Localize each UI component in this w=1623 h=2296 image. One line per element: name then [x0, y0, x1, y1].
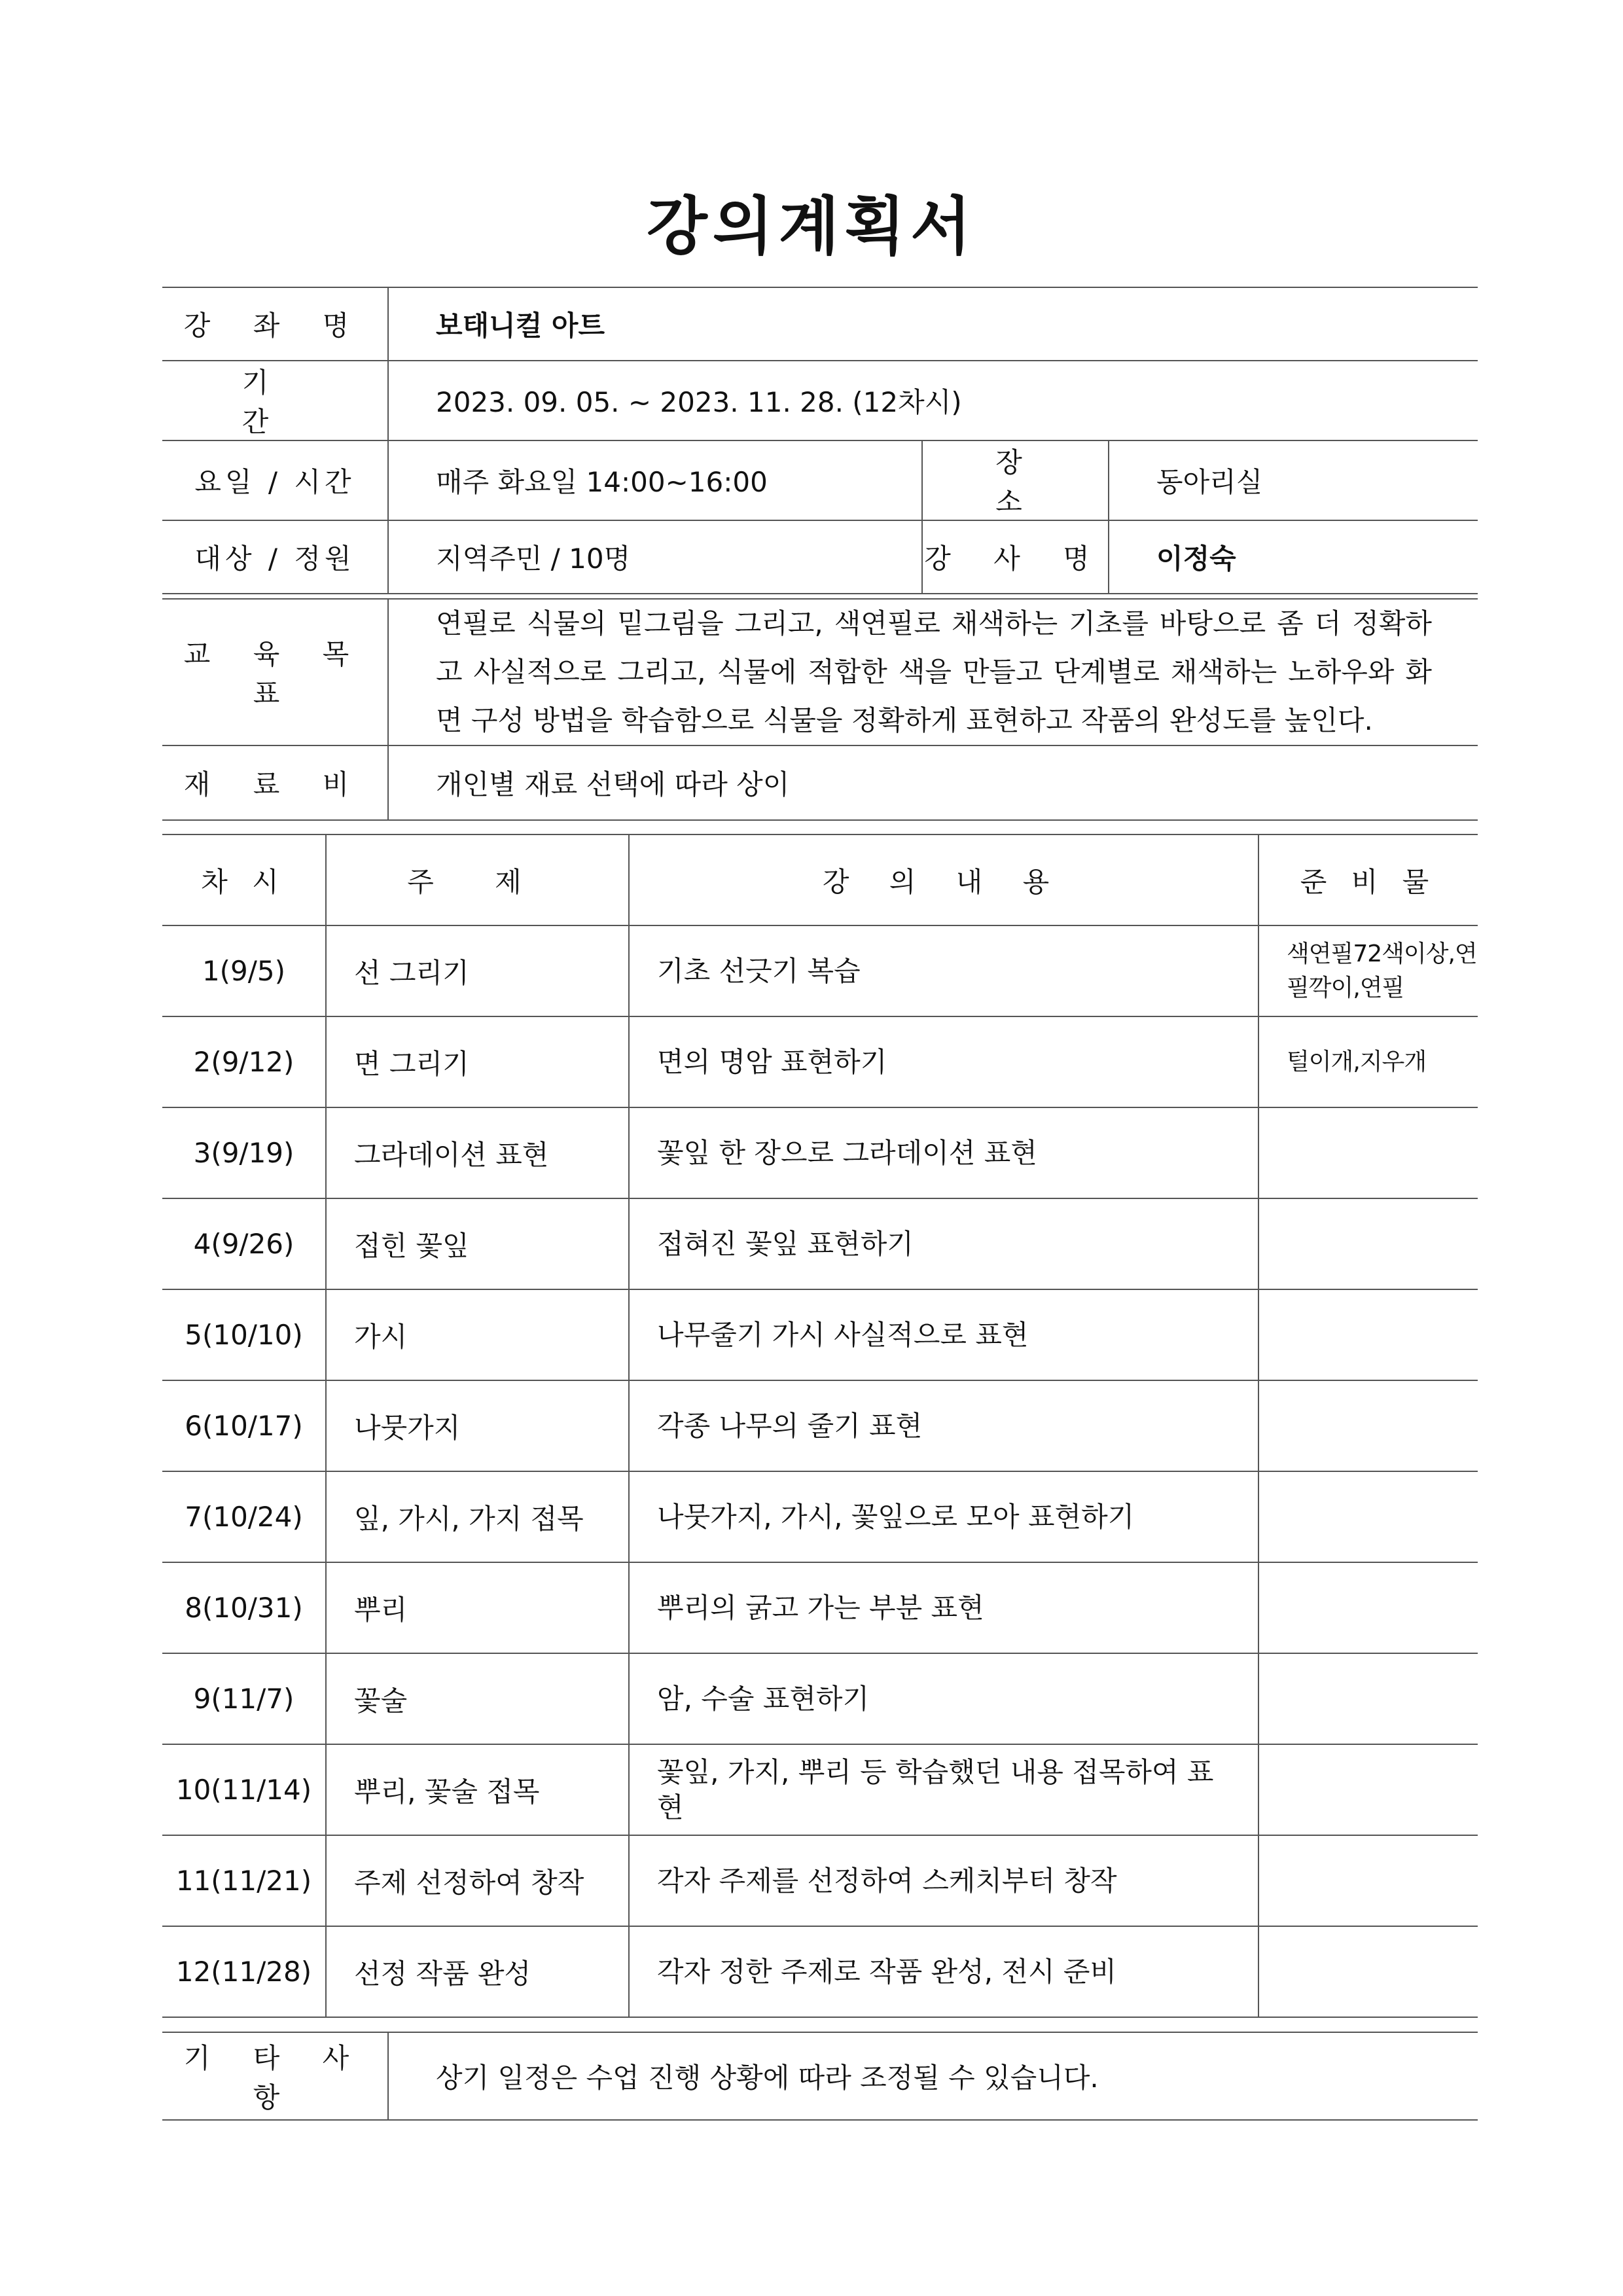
topic-cell: 선 그리기	[326, 925, 629, 1016]
topic-cell: 잎, 가시, 가지 접목	[326, 1471, 629, 1562]
topic-cell: 나뭇가지	[326, 1380, 629, 1471]
period-label: 기 간	[162, 361, 388, 440]
course-label: 강 좌 명	[162, 287, 388, 361]
topic-cell: 가시	[326, 1289, 629, 1380]
schedule-row	[162, 1380, 1478, 1471]
session-cell: 11(11/21)	[162, 1835, 326, 1926]
period-row	[162, 361, 1478, 440]
content-cell: 면의 명암 표현하기	[629, 1016, 1258, 1107]
prep-cell	[1258, 1107, 1478, 1198]
topic-cell: 뿌리, 꽃술 접목	[326, 1744, 629, 1835]
schedule-table	[162, 834, 1478, 2018]
content-cell: 꽃잎 한 장으로 그라데이션 표현	[629, 1107, 1258, 1198]
place-label: 장 소	[922, 440, 1109, 520]
content-cell: 나뭇가지, 가시, 꽃잎으로 모아 표현하기	[629, 1471, 1258, 1562]
prep-cell	[1258, 1744, 1478, 1835]
target-row	[162, 520, 1478, 594]
goal-table	[162, 598, 1478, 821]
prep-cell: 색연필72색이상,연필깍이,연필	[1258, 925, 1478, 1016]
session-cell: 10(11/14)	[162, 1744, 326, 1835]
topic-cell: 그라데이션 표현	[326, 1107, 629, 1198]
schedule-row	[162, 440, 1478, 520]
prep-cell	[1258, 1653, 1478, 1744]
schedule-row	[162, 1562, 1478, 1653]
page-title: 강의계획서	[647, 190, 976, 263]
course-info-table	[162, 287, 1478, 594]
instructor-value: 이정숙	[1109, 520, 1478, 594]
misc-label: 기 타 사 항	[162, 2032, 388, 2120]
prep-cell	[1258, 1380, 1478, 1471]
schedule-row	[162, 1926, 1478, 2017]
schedule-row	[162, 1198, 1478, 1289]
course-row	[162, 287, 1478, 361]
prep-cell	[1258, 1198, 1478, 1289]
topic-cell: 꽃술	[326, 1653, 629, 1744]
session-cell: 12(11/28)	[162, 1926, 326, 2017]
period-value: 2023. 09. 05. ~ 2023. 11. 28. (12차시)	[388, 361, 1478, 440]
schedule-row	[162, 1653, 1478, 1744]
place-value: 동아리실	[1109, 440, 1478, 520]
header-session: 차 시	[162, 834, 326, 925]
topic-cell: 뿌리	[326, 1562, 629, 1653]
misc-value: 상기 일정은 수업 진행 상황에 따라 조정될 수 있습니다.	[388, 2032, 1478, 2120]
fee-value: 개인별 재료 선택에 따라 상이	[388, 745, 1478, 820]
misc-table	[162, 2032, 1478, 2121]
header-topic: 주 제	[326, 834, 629, 925]
content-cell: 기초 선긋기 복습	[629, 925, 1258, 1016]
topic-cell: 면 그리기	[326, 1016, 629, 1107]
content-cell: 나무줄기 가시 사실적으로 표현	[629, 1289, 1258, 1380]
goal-text: 연필로 식물의 밑그림을 그리고, 색연필로 채색하는 기초를 바탕으로 좀 더 정확하고 사실적으로 그리고, 식물에 적합한 색을 만들고 단계별로 채색하는 노하우와 화면 구성 방법을 학습함으로 식물을 정확하게 표현하고 작품의 완성도를 높인다.	[388, 599, 1478, 745]
content-cell: 각자 정한 주제로 작품 완성, 전시 준비	[629, 1926, 1258, 2017]
content-cell: 각종 나무의 줄기 표현	[629, 1380, 1258, 1471]
prep-cell	[1258, 1562, 1478, 1653]
target-label: 대상 / 정원	[162, 520, 388, 594]
session-cell: 6(10/17)	[162, 1380, 326, 1471]
session-cell: 5(10/10)	[162, 1289, 326, 1380]
session-cell: 1(9/5)	[162, 925, 326, 1016]
schedule-value: 매주 화요일 14:00~16:00	[388, 440, 922, 520]
instructor-label: 강 사 명	[922, 520, 1109, 594]
content-cell: 암, 수술 표현하기	[629, 1653, 1258, 1744]
header-prep: 준 비 물	[1258, 834, 1478, 925]
prep-cell	[1258, 1926, 1478, 2017]
misc-row	[162, 2032, 1478, 2120]
content-cell: 접혀진 꽃잎 표현하기	[629, 1198, 1258, 1289]
prep-cell	[1258, 1471, 1478, 1562]
schedule-row	[162, 1107, 1478, 1198]
session-cell: 4(9/26)	[162, 1198, 326, 1289]
goal-label: 교 육 목 표	[162, 599, 388, 745]
session-cell: 2(9/12)	[162, 1016, 326, 1107]
session-cell: 9(11/7)	[162, 1653, 326, 1744]
schedule-header-row	[162, 834, 1478, 925]
goal-row	[162, 599, 1478, 745]
prep-cell	[1258, 1835, 1478, 1926]
content-cell: 꽃잎, 가지, 뿌리 등 학습했던 내용 접목하여 표현	[629, 1744, 1258, 1835]
session-cell: 7(10/24)	[162, 1471, 326, 1562]
schedule-row	[162, 1289, 1478, 1380]
prep-cell: 털이개,지우개	[1258, 1016, 1478, 1107]
header-content: 강 의 내 용	[629, 834, 1258, 925]
content-cell: 뿌리의 굵고 가는 부분 표현	[629, 1562, 1258, 1653]
topic-cell: 선정 작품 완성	[326, 1926, 629, 2017]
course-value: 보태니컬 아트	[388, 287, 1478, 361]
fee-row	[162, 745, 1478, 820]
topic-cell: 주제 선정하여 창작	[326, 1835, 629, 1926]
schedule-row	[162, 1471, 1478, 1562]
content-cell: 각자 주제를 선정하여 스케치부터 창작	[629, 1835, 1258, 1926]
schedule-label: 요일 / 시간	[162, 440, 388, 520]
session-cell: 3(9/19)	[162, 1107, 326, 1198]
fee-label: 재 료 비	[162, 745, 388, 820]
target-value: 지역주민 / 10명	[388, 520, 922, 594]
prep-cell	[1258, 1289, 1478, 1380]
schedule-row	[162, 1835, 1478, 1926]
schedule-row	[162, 1016, 1478, 1107]
topic-cell: 접힌 꽃잎	[326, 1198, 629, 1289]
schedule-row	[162, 925, 1478, 1016]
schedule-row	[162, 1744, 1478, 1835]
session-cell: 8(10/31)	[162, 1562, 326, 1653]
